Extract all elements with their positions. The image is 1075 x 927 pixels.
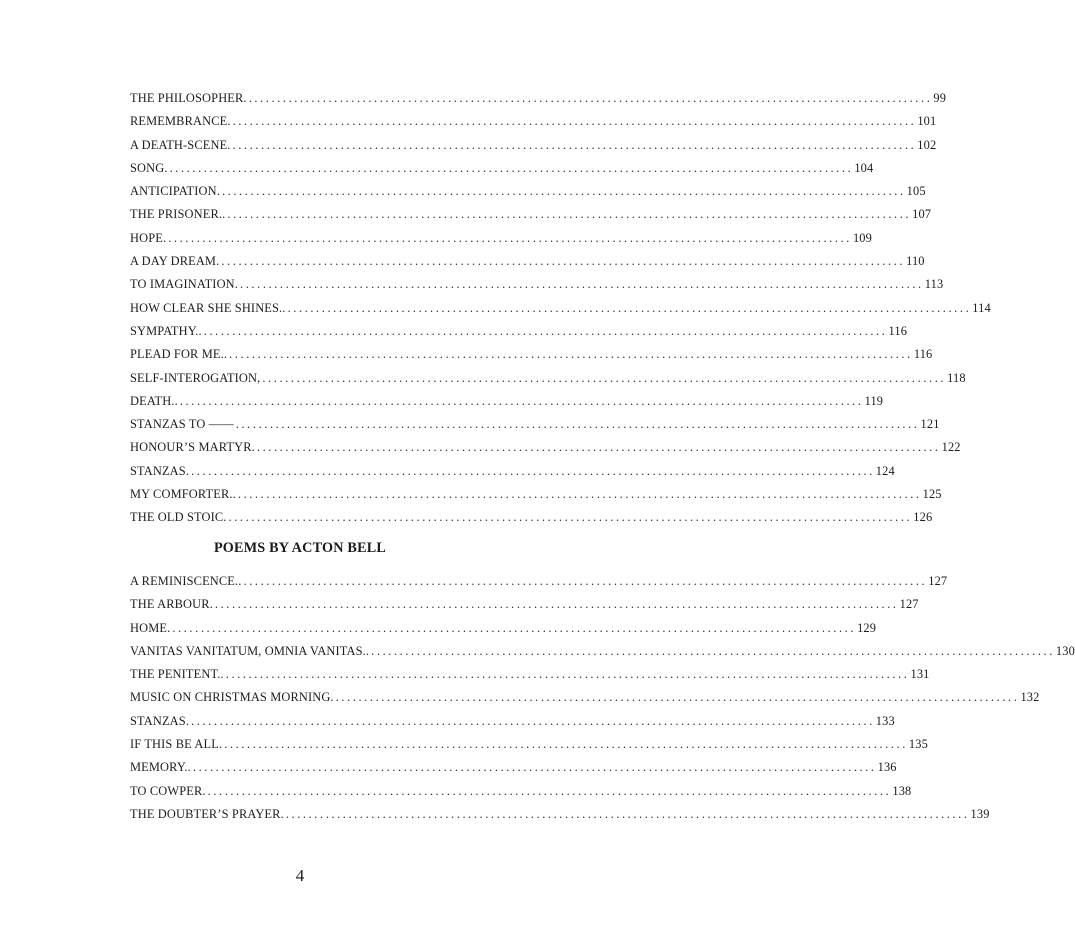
toc-entry-page: 116 bbox=[888, 323, 908, 338]
dot-leader: ........................................................................................................................ bbox=[224, 737, 908, 752]
toc-entry bbox=[130, 91, 947, 114]
dot-leader: ........................................................................................................................ bbox=[240, 277, 924, 292]
toc-list-section-1 bbox=[130, 91, 991, 534]
dot-leader: ........................................................................................................................ bbox=[221, 184, 906, 199]
toc-entry-title: SYMPATHY.. bbox=[130, 323, 202, 338]
toc-entry-page: 114 bbox=[972, 300, 991, 315]
toc-entry-title: TO IMAGINATION. bbox=[130, 277, 239, 292]
dot-leader: ........................................................................................................................ bbox=[191, 463, 875, 478]
dot-leader: ........................................................................................................................ bbox=[207, 783, 892, 798]
toc-entry bbox=[130, 667, 930, 690]
toc-entry bbox=[130, 463, 895, 487]
toc-entry-title: HOW CLEAR SHE SHINES.. bbox=[130, 300, 286, 315]
dot-leader: ........................................................................................................................ bbox=[225, 667, 910, 682]
toc-entry bbox=[130, 160, 874, 184]
toc-entry-title: HOPE. bbox=[130, 230, 167, 245]
toc-entry-title: MY COMFORTER.. bbox=[130, 487, 236, 502]
dot-leader: ........................................................................................................................ bbox=[235, 417, 920, 432]
toc-entry-title: MUSIC ON CHRISTMAS MORNING. bbox=[130, 690, 334, 705]
toc-entry bbox=[130, 417, 940, 440]
dot-leader: ........................................................................................................................ bbox=[232, 114, 917, 129]
toc-entry bbox=[130, 207, 932, 230]
toc-entry bbox=[130, 760, 897, 783]
toc-entry bbox=[130, 806, 990, 830]
toc-entry bbox=[130, 690, 1040, 713]
section-heading: POEMS BY ACTON BELL bbox=[213, 540, 387, 556]
toc-entry-page: 132 bbox=[1020, 690, 1040, 705]
toc-entry-title: THE PENITENT.. bbox=[130, 667, 224, 682]
dot-leader: ........................................................................................................................ bbox=[221, 254, 906, 269]
toc-entry-title: ANTICIPATION. bbox=[130, 184, 220, 199]
dot-leader: ........................................................................................................................ bbox=[256, 440, 941, 455]
toc-entry-page: 131 bbox=[910, 667, 930, 682]
dot-leader: ........................................................................................................................ bbox=[191, 713, 875, 728]
toc-entry-title: SONG. bbox=[130, 160, 168, 175]
dot-leader: ........................................................................................................................ bbox=[179, 393, 864, 408]
toc-entry bbox=[130, 230, 872, 254]
toc-entry-title: THE ARBOUR. bbox=[130, 597, 213, 612]
dot-leader: ........................................................................................................................ bbox=[228, 510, 913, 525]
toc-entry-page: 116 bbox=[913, 347, 933, 362]
toc-entry-page: 104 bbox=[854, 160, 874, 175]
toc-entry bbox=[130, 510, 933, 533]
dot-leader: ........................................................................................................................ bbox=[227, 207, 912, 222]
toc-entry bbox=[130, 114, 937, 137]
toc-entry bbox=[130, 254, 925, 277]
toc-entry bbox=[130, 574, 948, 597]
dot-leader: ........................................................................................................................ bbox=[248, 91, 933, 105]
toc-entry bbox=[130, 393, 884, 417]
toc-entry-title: A DAY DREAM. bbox=[130, 254, 220, 269]
toc-entry-title: A REMINISCENCE.. bbox=[130, 574, 242, 588]
toc-entry-page: 107 bbox=[912, 207, 932, 222]
toc-entry-title: HOME. bbox=[130, 620, 171, 635]
toc-list-section-2 bbox=[130, 574, 1075, 830]
toc-entry-title: DEATH.. bbox=[130, 393, 178, 408]
dot-leader: ........................................................................................................................ bbox=[335, 690, 1020, 705]
toc-entry-page: 126 bbox=[913, 510, 933, 525]
toc-entry-title: STANZAS. bbox=[130, 713, 190, 728]
toc-entry bbox=[130, 487, 942, 510]
toc-entry-title: STANZAS. bbox=[130, 463, 190, 478]
toc-entry-title: SELF-INTEROGATION, bbox=[130, 370, 261, 385]
toc-entry-page: 124 bbox=[875, 463, 895, 478]
toc-entry-title: TO COWPER. bbox=[130, 783, 206, 798]
toc-entry-page: 113 bbox=[924, 277, 944, 292]
toc-entry-page: 133 bbox=[875, 713, 895, 728]
toc-entry bbox=[130, 300, 991, 324]
toc-entry-title: VANITAS VANITATUM, OMNIA VANITAS.. bbox=[130, 643, 370, 658]
toc-entry-title: THE OLD STOIC. bbox=[130, 510, 227, 525]
toc-entry-page: 135 bbox=[908, 737, 928, 752]
toc-entry-page: 119 bbox=[864, 393, 884, 408]
dot-leader: ........................................................................................................................ bbox=[243, 574, 928, 588]
toc-entry-title: IF THIS BE ALL. bbox=[130, 737, 223, 752]
dot-leader: ........................................................................................................................ bbox=[287, 300, 972, 315]
toc-entry-page: 130 bbox=[1055, 643, 1075, 658]
dot-leader: ........................................................................................................................ bbox=[285, 806, 970, 821]
toc-entry-title: PLEAD FOR ME.. bbox=[130, 347, 228, 362]
dot-leader: ........................................................................................................................ bbox=[229, 347, 913, 362]
dot-leader: ........................................................................................................................ bbox=[168, 230, 852, 245]
toc-entry bbox=[130, 370, 966, 394]
toc-entry-page: 139 bbox=[970, 806, 990, 821]
dot-leader: ........................................................................................................................ bbox=[237, 487, 922, 502]
toc-entry-title: HONOUR’S MARTYR. bbox=[130, 440, 255, 455]
toc-entry bbox=[130, 277, 944, 300]
toc-entry-page: 118 bbox=[947, 370, 966, 385]
toc-entry-page: 129 bbox=[857, 620, 877, 635]
toc-entry bbox=[130, 323, 908, 347]
toc-entry-page: 127 bbox=[899, 597, 919, 612]
toc-entry bbox=[130, 643, 1075, 667]
dot-leader: ........................................................................................................................ bbox=[232, 137, 917, 152]
toc-entry-title: THE PHILOSOPHER. bbox=[130, 91, 247, 105]
dot-leader: ........................................................................................................................ bbox=[262, 370, 947, 385]
toc-entry-page: 110 bbox=[906, 254, 925, 269]
toc-entry bbox=[130, 184, 926, 207]
toc-entry-page: 105 bbox=[906, 184, 926, 199]
toc-entry bbox=[130, 137, 937, 161]
toc-entry-title: THE DOUBTER’S PRAYER. bbox=[130, 806, 284, 821]
toc-entry-page: 101 bbox=[917, 114, 937, 129]
toc-entry-title: THE PRISONER.. bbox=[130, 207, 226, 222]
toc-entry bbox=[130, 783, 912, 807]
page-number: 4 bbox=[295, 866, 305, 885]
dot-leader: ........................................................................................................................ bbox=[169, 160, 854, 175]
toc-entry-page: 102 bbox=[917, 137, 937, 152]
toc-entry-page: 99 bbox=[933, 91, 947, 105]
toc-entry-page: 121 bbox=[920, 417, 940, 432]
toc-entry bbox=[130, 620, 877, 644]
dot-leader: ........................................................................................................................ bbox=[214, 597, 899, 612]
toc-entry-page: 109 bbox=[852, 230, 872, 245]
toc-entry-page: 127 bbox=[928, 574, 948, 588]
toc-entry-title: STANZAS TO —— bbox=[130, 417, 234, 432]
toc-entry-page: 122 bbox=[941, 440, 961, 455]
toc-entry-page: 136 bbox=[877, 760, 897, 775]
toc-entry bbox=[130, 597, 919, 620]
dot-leader: ........................................................................................................................ bbox=[192, 760, 877, 775]
toc-entry bbox=[130, 347, 933, 370]
dot-leader: ........................................................................................................................ bbox=[371, 643, 1055, 658]
toc-entry-page: 125 bbox=[922, 487, 942, 502]
dot-leader: ........................................................................................................................ bbox=[203, 323, 888, 338]
toc-entry-title: A DEATH-SCENE. bbox=[130, 137, 231, 152]
toc-entry-title: MEMORY.. bbox=[130, 760, 191, 775]
toc-entry bbox=[130, 713, 895, 737]
toc-entry bbox=[130, 440, 961, 463]
toc-entry-title: REMEMBRANCE. bbox=[130, 114, 231, 129]
toc-entry-page: 138 bbox=[892, 783, 912, 798]
dot-leader: ........................................................................................................................ bbox=[172, 620, 857, 635]
toc-entry bbox=[130, 737, 928, 760]
